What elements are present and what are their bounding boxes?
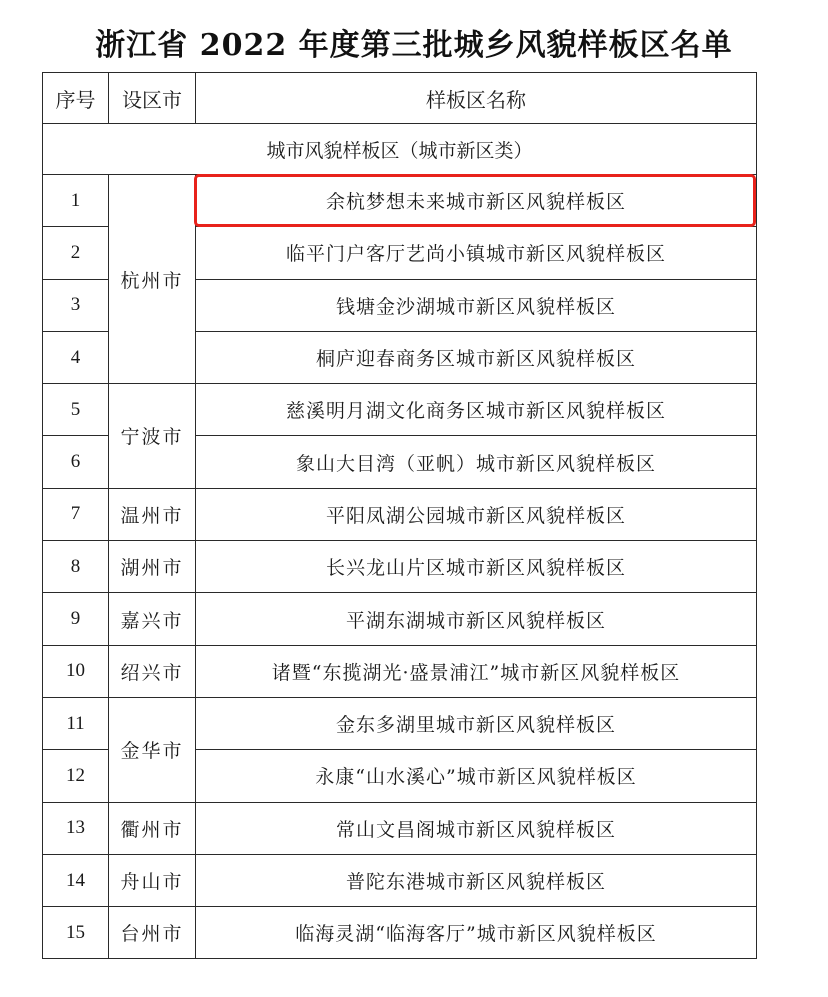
table-row bbox=[43, 541, 757, 593]
row-number: 9 bbox=[43, 593, 109, 645]
table-row bbox=[43, 384, 757, 436]
section-row bbox=[43, 124, 757, 175]
row-number: 8 bbox=[43, 541, 109, 593]
table-row bbox=[43, 802, 757, 854]
city-cell: 舟山市 bbox=[109, 854, 196, 906]
area-name: 平阳凤湖公园城市新区风貌样板区 bbox=[196, 488, 757, 540]
city-cell: 嘉兴市 bbox=[109, 593, 196, 645]
row-number: 12 bbox=[43, 750, 109, 802]
row-number: 5 bbox=[43, 384, 109, 436]
table-row bbox=[43, 854, 757, 906]
area-name: 普陀东港城市新区风貌样板区 bbox=[196, 854, 757, 906]
table-row bbox=[43, 907, 757, 959]
row-number: 14 bbox=[43, 854, 109, 906]
row-number: 3 bbox=[43, 279, 109, 331]
table-row bbox=[43, 175, 757, 227]
area-name: 金东多湖里城市新区风貌样板区 bbox=[196, 697, 757, 749]
area-name: 象山大目湾（亚帆）城市新区风貌样板区 bbox=[196, 436, 757, 488]
table-header-row bbox=[43, 73, 757, 124]
row-number: 6 bbox=[43, 436, 109, 488]
row-number: 1 bbox=[43, 175, 109, 227]
section-title: 城市风貌样板区（城市新区类） bbox=[43, 124, 757, 175]
row-number: 13 bbox=[43, 802, 109, 854]
table-row bbox=[43, 488, 757, 540]
row-number: 2 bbox=[43, 227, 109, 279]
area-name: 临平门户客厅艺尚小镇城市新区风貌样板区 bbox=[196, 227, 757, 279]
city-cell: 绍兴市 bbox=[109, 645, 196, 697]
header-num: 序号 bbox=[43, 73, 109, 124]
table-row bbox=[43, 593, 757, 645]
area-name: 慈溪明月湖文化商务区城市新区风貌样板区 bbox=[196, 384, 757, 436]
area-name: 常山文昌阁城市新区风貌样板区 bbox=[196, 802, 757, 854]
area-name: 余杭梦想未来城市新区风貌样板区 bbox=[196, 175, 757, 227]
document-title: 浙江省 2022 年度第三批城乡风貌样板区名单 bbox=[95, 28, 733, 63]
area-name: 永康“山水溪心”城市新区风貌样板区 bbox=[196, 750, 757, 802]
city-cell: 温州市 bbox=[109, 488, 196, 540]
area-name: 临海灵湖“临海客厅”城市新区风貌样板区 bbox=[196, 907, 757, 959]
header-name: 样板区名称 bbox=[196, 73, 757, 124]
table-row bbox=[43, 645, 757, 697]
row-number: 11 bbox=[43, 697, 109, 749]
row-number: 7 bbox=[43, 488, 109, 540]
row-number: 15 bbox=[43, 907, 109, 959]
header-city: 设区市 bbox=[109, 73, 196, 124]
model-area-table bbox=[42, 72, 757, 959]
area-name: 钱塘金沙湖城市新区风貌样板区 bbox=[196, 279, 757, 331]
city-cell: 宁波市 bbox=[109, 384, 196, 489]
city-cell: 湖州市 bbox=[109, 541, 196, 593]
city-cell: 台州市 bbox=[109, 907, 196, 959]
row-number: 10 bbox=[43, 645, 109, 697]
city-cell: 杭州市 bbox=[109, 175, 196, 384]
area-name: 桐庐迎春商务区城市新区风貌样板区 bbox=[196, 331, 757, 383]
area-name: 诸暨“东揽湖光·盛景浦江”城市新区风貌样板区 bbox=[196, 645, 757, 697]
table-row bbox=[43, 697, 757, 749]
row-number: 4 bbox=[43, 331, 109, 383]
city-cell: 衢州市 bbox=[109, 802, 196, 854]
city-cell: 金华市 bbox=[109, 697, 196, 802]
area-name: 长兴龙山片区城市新区风貌样板区 bbox=[196, 541, 757, 593]
area-name: 平湖东湖城市新区风貌样板区 bbox=[196, 593, 757, 645]
